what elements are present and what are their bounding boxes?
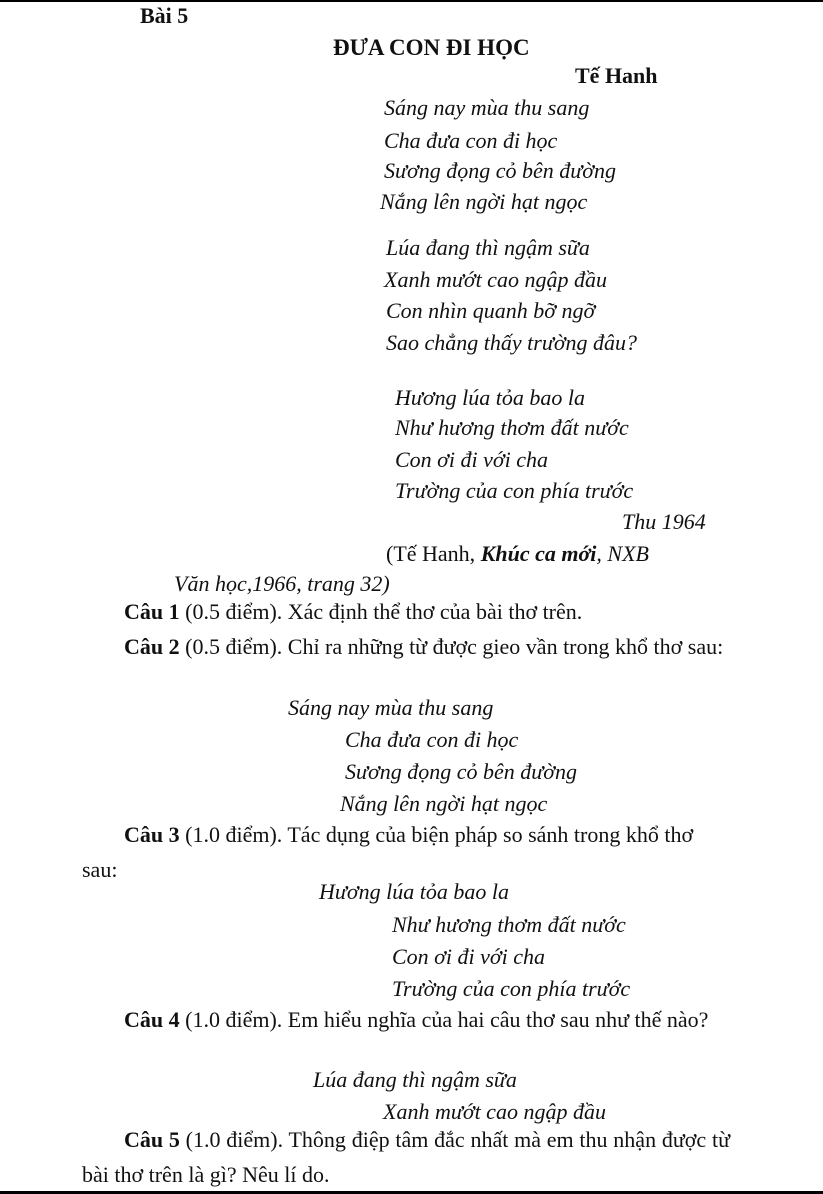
question-4-label: Câu 4 [124,1007,180,1032]
question-1-label: Câu 1 [124,599,180,624]
stanza-3-line-1: Hương lúa tỏa bao la [395,385,585,410]
question-3-label: Câu 3 [124,822,180,847]
source-publisher: , NXB [596,541,649,566]
stanza-1-line-3: Sương đọng cỏ bên đường [384,158,617,183]
question-4-text: (1.0 điểm). Em hiểu nghĩa của hai câu thơ sau như thế nào? [179,1007,709,1032]
question-2-label: Câu 2 [124,634,180,659]
poem-author: Tế Hanh [575,63,658,88]
quote-2-line-4: Nắng lên ngời hạt ngọc [340,791,548,816]
source-book-title: Khúc ca mới [480,541,597,566]
source-author: Tế Hanh, [393,541,481,566]
question-2-text: (0.5 điểm). Chỉ ra những từ được gieo vần trong khổ thơ sau: [179,634,724,659]
stanza-3-line-4: Trường của con phía trước [395,478,634,503]
stanza-2-line-3: Con nhìn quanh bỡ ngỡ [386,298,596,323]
question-1-text: (0.5 điểm). Xác định thể thơ của bài thơ trên. [179,599,583,624]
quote-2-line-3: Sương đọng cỏ bên đường [345,759,578,784]
quote-2-line-2: Cha đưa con đi học [345,727,519,752]
source-open-paren: ( [386,541,394,566]
question-5-label: Câu 5 [124,1127,180,1152]
stanza-3-line-3: Con ơi đi với cha [395,447,549,472]
stanza-3-line-2: Như hương thơm đất nước [395,415,629,440]
poem-source-line-1 [386,540,649,568]
question-1 [124,594,724,629]
stanza-1-line-1: Sáng nay mùa thu sang [384,95,590,120]
quote-3-line-2: Như hương thơm đất nước [392,912,626,937]
question-4 [82,1002,722,1037]
question-2 [82,629,742,664]
stanza-2-line-1: Lúa đang thì ngậm sữa [386,235,590,260]
stanza-1-line-4: Nắng lên ngời hạt ngọc [380,189,588,214]
quote-4-line-1: Lúa đang thì ngậm sữa [313,1067,517,1092]
question-3 [82,817,722,887]
quote-4-line-2: Xanh mướt cao ngập đầu [383,1099,606,1124]
quote-3-line-3: Con ơi đi với cha [392,944,546,969]
exercise-label: Bài 5 [140,3,189,28]
poem-date: Thu 1964 [622,509,706,534]
question-5 [82,1122,730,1192]
quote-3-line-1: Hương lúa tỏa bao la [319,879,509,904]
stanza-1-line-2: Cha đưa con đi học [384,128,558,153]
quote-3-line-4: Trường của con phía trước [392,976,631,1001]
stanza-2-line-2: Xanh mướt cao ngập đầu [384,267,607,292]
stanza-2-line-4: Sao chẳng thấy trường đâu? [386,330,638,355]
question-3-text: (1.0 điểm). Tác dụng của biện pháp so sánh trong khổ thơ sau: [82,822,694,882]
question-5-text: (1.0 điểm). Thông điệp tâm đắc nhất mà em thu nhận được từ bài thơ trên là gì? Nêu lí do. [82,1127,730,1187]
poem-source-line-2: Văn học,1966, trang 32) [174,571,390,596]
quote-2-line-1: Sáng nay mùa thu sang [288,695,494,720]
poem-title: ĐƯA CON ĐI HỌC [333,35,530,60]
